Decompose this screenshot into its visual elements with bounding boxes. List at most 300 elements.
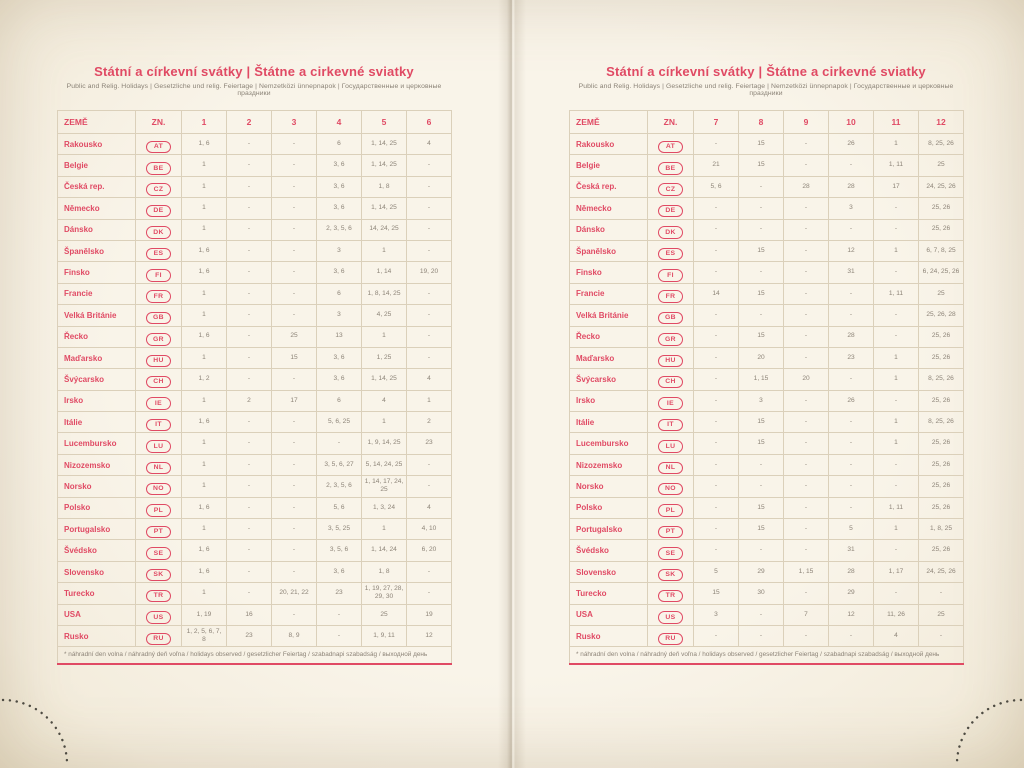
country-name: Maďarsko [570, 347, 648, 368]
holiday-days-cell: 28 [829, 326, 874, 347]
holiday-days-cell: - [874, 262, 919, 283]
holiday-days-cell: 26 [829, 390, 874, 411]
holiday-days-cell: - [784, 540, 829, 561]
country-code-cell [648, 519, 694, 540]
holiday-days-cell: 1, 9, 14, 25 [362, 433, 407, 454]
country-name: Švýcarsko [570, 369, 648, 390]
holiday-days-cell: 15 [739, 412, 784, 433]
holiday-days-cell: 1 [182, 198, 227, 219]
country-name: Lucembursko [570, 433, 648, 454]
holiday-days-cell: 5, 6, 25 [317, 412, 362, 433]
holiday-days-cell: - [829, 155, 874, 176]
holiday-days-cell: 1 [362, 240, 407, 261]
holiday-days-cell: - [784, 390, 829, 411]
country-code-cell [136, 369, 182, 390]
country-code-badge: FR [658, 290, 683, 303]
country-name: Německo [58, 198, 136, 219]
holiday-days-cell: 14, 24, 25 [362, 219, 407, 240]
country-code-cell [648, 240, 694, 261]
country-code-cell [648, 561, 694, 582]
table-row [570, 604, 964, 625]
holiday-days-cell: - [784, 262, 829, 283]
holiday-days-cell: - [784, 519, 829, 540]
table-row [58, 283, 452, 304]
country-code-badge: BE [658, 162, 683, 175]
table-row [570, 561, 964, 582]
holiday-days-cell: 23 [407, 433, 452, 454]
table-row [58, 134, 452, 155]
table-row [570, 305, 964, 326]
holiday-days-cell: - [784, 433, 829, 454]
holiday-days-cell: 1, 8, 14, 25 [362, 283, 407, 304]
holiday-days-cell: - [227, 433, 272, 454]
holiday-days-cell: 31 [829, 262, 874, 283]
holiday-days-cell: - [227, 561, 272, 582]
table-footer [570, 647, 964, 665]
holiday-days-cell: - [694, 390, 739, 411]
table-row [58, 390, 452, 411]
holiday-days-cell: 4, 10 [407, 519, 452, 540]
holiday-days-cell: - [272, 283, 317, 304]
holiday-days-cell: - [694, 519, 739, 540]
country-name: Polsko [570, 497, 648, 518]
country-name: Turecko [58, 583, 136, 604]
holiday-days-cell: 3, 5, 6 [317, 540, 362, 561]
footnote: * náhradní den volna / náhradný deň voľna / holidays observed / gesetzlicher Feiertag / szabadnapi szabadság / выходной день [570, 647, 964, 665]
holiday-days-cell: - [694, 433, 739, 454]
holiday-days-cell: 3, 6 [317, 262, 362, 283]
holiday-days-cell: - [272, 176, 317, 197]
holiday-days-cell: 15 [739, 326, 784, 347]
holiday-days-cell: - [784, 497, 829, 518]
col-header-month: 11 [874, 111, 919, 134]
table-row [570, 347, 964, 368]
holiday-days-cell: 1, 14, 25 [362, 155, 407, 176]
country-code-badge: NL [146, 462, 171, 475]
country-name: Rusko [570, 625, 648, 646]
country-code-cell [136, 134, 182, 155]
holiday-days-cell: - [874, 326, 919, 347]
holiday-days-cell: 29 [829, 583, 874, 604]
holiday-days-cell: 5, 14, 24, 25 [362, 454, 407, 475]
holiday-days-cell: 1, 19 [182, 604, 227, 625]
holiday-days-cell: 1 [874, 433, 919, 454]
holiday-days-cell: - [227, 283, 272, 304]
holiday-days-cell: 1, 25 [362, 347, 407, 368]
holiday-days-cell: 1, 2, 5, 6, 7, 8 [182, 625, 227, 646]
country-code-cell [136, 240, 182, 261]
holiday-days-cell: 1 [874, 240, 919, 261]
holiday-days-cell: 2 [227, 390, 272, 411]
holiday-days-cell: 6, 7, 8, 25 [919, 240, 964, 261]
table-row [58, 347, 452, 368]
holiday-days-cell: 1 [182, 283, 227, 304]
holiday-days-cell: 12 [407, 625, 452, 646]
holiday-days-cell: - [874, 454, 919, 475]
holiday-days-cell: 12 [829, 240, 874, 261]
holiday-days-cell: - [829, 369, 874, 390]
country-code-cell [648, 433, 694, 454]
country-code-badge: ES [146, 248, 171, 261]
holiday-days-cell: 4 [407, 134, 452, 155]
table-row [570, 283, 964, 304]
holiday-days-cell: 1, 6 [182, 561, 227, 582]
country-code-badge: PL [658, 504, 683, 517]
holiday-days-cell: 6, 20 [407, 540, 452, 561]
holiday-days-cell: - [407, 583, 452, 604]
country-code-cell [136, 433, 182, 454]
country-name: Velká Británie [58, 305, 136, 326]
country-code-cell [136, 497, 182, 518]
holiday-days-cell: 1, 6 [182, 134, 227, 155]
holiday-days-cell: 1, 8, 25 [919, 519, 964, 540]
holiday-days-cell: 31 [829, 540, 874, 561]
header-row [570, 111, 964, 134]
holiday-days-cell: - [784, 240, 829, 261]
holiday-days-cell: - [874, 198, 919, 219]
holiday-days-cell: 15 [739, 433, 784, 454]
holiday-days-cell: 1 [182, 476, 227, 497]
holiday-days-cell: 8, 25, 26 [919, 412, 964, 433]
table-row [570, 540, 964, 561]
holiday-days-cell: 25, 26 [919, 497, 964, 518]
footnote-row [570, 647, 964, 665]
holiday-days-cell: - [694, 347, 739, 368]
holiday-days-cell: 3 [694, 604, 739, 625]
page-right [512, 0, 1024, 768]
holiday-days-cell: 17 [874, 176, 919, 197]
table-row [58, 412, 452, 433]
country-name: Švédsko [570, 540, 648, 561]
country-name: USA [58, 604, 136, 625]
col-header-month: 12 [919, 111, 964, 134]
country-name: Belgie [58, 155, 136, 176]
country-code-badge: SK [146, 569, 171, 582]
holiday-days-cell: - [694, 497, 739, 518]
holiday-days-cell: 25, 26 [919, 198, 964, 219]
country-name: Irsko [570, 390, 648, 411]
country-name: Švýcarsko [58, 369, 136, 390]
country-code-cell [136, 283, 182, 304]
holiday-days-cell: 15 [739, 497, 784, 518]
holiday-days-cell: 28 [829, 176, 874, 197]
holiday-days-cell: 1 [182, 454, 227, 475]
holiday-days-cell: - [694, 540, 739, 561]
holiday-days-cell: 1, 11 [874, 155, 919, 176]
country-code-badge: PT [146, 526, 171, 539]
holiday-days-cell: - [227, 476, 272, 497]
country-code-cell [648, 412, 694, 433]
holiday-days-cell: - [874, 305, 919, 326]
holiday-days-cell: - [874, 540, 919, 561]
holiday-days-cell: 25, 26 [919, 390, 964, 411]
table-header [58, 111, 452, 134]
country-code-cell [648, 583, 694, 604]
holiday-days-cell: - [784, 326, 829, 347]
table-row [570, 433, 964, 454]
holiday-days-cell: - [407, 155, 452, 176]
holiday-days-cell: 19, 20 [407, 262, 452, 283]
country-name: Maďarsko [58, 347, 136, 368]
holiday-days-cell: - [739, 305, 784, 326]
country-code-cell [136, 155, 182, 176]
country-code-badge: CZ [658, 183, 683, 196]
holiday-days-cell: 8, 25, 26 [919, 134, 964, 155]
country-name: Slovensko [58, 561, 136, 582]
country-code-cell [136, 583, 182, 604]
holiday-days-cell: 25, 26 [919, 454, 964, 475]
holiday-days-cell: - [227, 497, 272, 518]
table-row [570, 155, 964, 176]
country-code-badge: FI [658, 269, 683, 282]
holiday-days-cell: 15 [739, 519, 784, 540]
country-code-cell [136, 326, 182, 347]
table-row [58, 262, 452, 283]
holiday-days-cell: - [407, 240, 452, 261]
holiday-days-cell: - [829, 454, 874, 475]
country-name: Finsko [570, 262, 648, 283]
country-code-cell [648, 305, 694, 326]
country-name: Itálie [570, 412, 648, 433]
holiday-days-cell: 16 [227, 604, 272, 625]
holiday-days-cell: - [407, 283, 452, 304]
holiday-days-cell: - [919, 625, 964, 646]
table-row [58, 369, 452, 390]
table-row [58, 198, 452, 219]
country-code-badge: NO [658, 483, 683, 496]
holiday-days-cell: - [784, 412, 829, 433]
holiday-days-cell: - [272, 412, 317, 433]
country-code-badge: GB [146, 312, 171, 325]
holiday-days-cell: 1, 8 [362, 561, 407, 582]
holiday-days-cell: 3, 5, 25 [317, 519, 362, 540]
col-header-country: ZEMĚ [58, 111, 136, 134]
holiday-days-cell: 1, 14, 24 [362, 540, 407, 561]
country-code-badge: HU [658, 355, 683, 368]
holiday-days-cell: 25, 26 [919, 219, 964, 240]
holiday-days-cell: 3 [739, 390, 784, 411]
holiday-days-cell: - [829, 625, 874, 646]
holiday-days-cell: 3 [829, 198, 874, 219]
holiday-days-cell: 25, 26, 28 [919, 305, 964, 326]
holiday-days-cell: 1, 3, 24 [362, 497, 407, 518]
country-name: Dánsko [570, 219, 648, 240]
holiday-days-cell: - [272, 240, 317, 261]
table-row [58, 583, 452, 604]
country-code-cell [648, 326, 694, 347]
holiday-days-cell: - [784, 476, 829, 497]
holiday-days-cell: 5 [694, 561, 739, 582]
country-code-badge: DK [658, 226, 683, 239]
country-code-badge: CH [658, 376, 683, 389]
holiday-days-cell: 28 [829, 561, 874, 582]
holiday-days-cell: - [227, 219, 272, 240]
country-code-badge: RU [658, 633, 683, 646]
holiday-days-cell: 23 [829, 347, 874, 368]
holiday-days-cell: 1 [182, 519, 227, 540]
holiday-days-cell: 1 [182, 176, 227, 197]
holiday-days-cell: - [694, 134, 739, 155]
country-name: Rakousko [570, 134, 648, 155]
country-code-badge: DE [146, 205, 171, 218]
page-title: Státní a církevní svátky | Štátne a cirkevné sviatky [94, 64, 414, 79]
col-header-month: 7 [694, 111, 739, 134]
holiday-days-cell: - [739, 454, 784, 475]
country-name: Rakousko [58, 134, 136, 155]
country-code-cell [136, 198, 182, 219]
holiday-days-cell: 6 [317, 283, 362, 304]
country-name: Slovensko [570, 561, 648, 582]
col-header-code: ZN. [136, 111, 182, 134]
country-code-badge: IE [658, 397, 683, 410]
country-code-cell [136, 561, 182, 582]
holiday-days-cell: - [739, 604, 784, 625]
table-row [58, 604, 452, 625]
holiday-days-cell: - [227, 369, 272, 390]
table-row [570, 326, 964, 347]
table-row [570, 625, 964, 646]
country-code-badge: AT [658, 141, 683, 154]
holiday-days-cell: - [317, 625, 362, 646]
holiday-days-cell: 1, 14, 25 [362, 198, 407, 219]
country-code-badge: NL [658, 462, 683, 475]
country-name: Itálie [58, 412, 136, 433]
country-code-cell [648, 454, 694, 475]
country-code-badge: SK [658, 569, 683, 582]
country-code-cell [648, 390, 694, 411]
holiday-days-cell: - [407, 561, 452, 582]
country-name: Polsko [58, 497, 136, 518]
country-code-badge: AT [146, 141, 171, 154]
holiday-days-cell: - [407, 198, 452, 219]
country-name: Nizozemsko [58, 454, 136, 475]
holiday-days-cell: - [784, 625, 829, 646]
table-row [58, 433, 452, 454]
country-name: Norsko [58, 476, 136, 497]
country-code-cell [648, 604, 694, 625]
holiday-days-cell: 15 [272, 347, 317, 368]
country-code-cell [648, 283, 694, 304]
country-code-badge: GB [658, 312, 683, 325]
table-row [58, 176, 452, 197]
country-code-cell [136, 540, 182, 561]
country-name: Irsko [58, 390, 136, 411]
holiday-days-cell: 1, 15 [739, 369, 784, 390]
country-code-cell [648, 176, 694, 197]
holiday-days-cell: 4 [407, 497, 452, 518]
holiday-days-cell: - [694, 625, 739, 646]
country-name: Česká rep. [58, 176, 136, 197]
country-code-badge: IT [658, 419, 683, 432]
holiday-days-cell: 25, 26 [919, 433, 964, 454]
table-row [58, 625, 452, 646]
holiday-days-cell: - [829, 497, 874, 518]
col-header-month: 6 [407, 111, 452, 134]
country-code-badge: US [658, 611, 683, 624]
holiday-days-cell: 8, 9 [272, 625, 317, 646]
country-code-cell [136, 625, 182, 646]
holiday-days-cell: 4 [362, 390, 407, 411]
holiday-days-cell: - [784, 283, 829, 304]
holiday-days-cell: - [227, 176, 272, 197]
holiday-days-cell: 15 [739, 283, 784, 304]
table-row [570, 497, 964, 518]
holiday-days-cell: - [227, 454, 272, 475]
holiday-days-cell: 3, 6 [317, 155, 362, 176]
holiday-days-cell: 1 [182, 305, 227, 326]
holiday-days-cell: 3, 6 [317, 369, 362, 390]
holiday-days-cell: - [694, 476, 739, 497]
table-row [58, 561, 452, 582]
holidays-table-months-7-12 [569, 110, 964, 665]
holiday-days-cell: 1 [182, 583, 227, 604]
holiday-days-cell: 25 [919, 283, 964, 304]
country-code-badge: NO [146, 483, 171, 496]
holiday-days-cell: 1 [874, 519, 919, 540]
holiday-days-cell: - [227, 240, 272, 261]
holiday-days-cell: 17 [272, 390, 317, 411]
table-row [58, 240, 452, 261]
table-row [570, 240, 964, 261]
holiday-days-cell: - [227, 519, 272, 540]
holiday-days-cell: 2 [407, 412, 452, 433]
country-name: Velká Británie [570, 305, 648, 326]
holiday-days-cell: 25 [272, 326, 317, 347]
country-name: Portugalsko [570, 519, 648, 540]
holiday-days-cell: - [739, 219, 784, 240]
holiday-days-cell: - [784, 198, 829, 219]
holiday-days-cell: 1 [182, 155, 227, 176]
holiday-days-cell: - [407, 176, 452, 197]
country-code-badge: DE [658, 205, 683, 218]
country-code-cell [136, 219, 182, 240]
holiday-days-cell: - [694, 240, 739, 261]
holiday-days-cell: - [694, 369, 739, 390]
holiday-days-cell: 1, 17 [874, 561, 919, 582]
holiday-days-cell: - [694, 219, 739, 240]
country-code-badge: BE [146, 162, 171, 175]
holiday-days-cell: 1, 6 [182, 412, 227, 433]
col-header-country: ZEMĚ [570, 111, 648, 134]
holiday-days-cell: - [272, 476, 317, 497]
country-code-badge: FI [146, 269, 171, 282]
holiday-days-cell: 4, 25 [362, 305, 407, 326]
holiday-days-cell: 1 [874, 134, 919, 155]
holiday-days-cell: - [227, 583, 272, 604]
country-name: Francie [570, 283, 648, 304]
holiday-days-cell: 1, 2 [182, 369, 227, 390]
holiday-days-cell: 5, 6 [317, 497, 362, 518]
country-name: Turecko [570, 583, 648, 604]
country-code-cell [648, 262, 694, 283]
holiday-days-cell: - [272, 497, 317, 518]
holiday-days-cell: 12 [829, 604, 874, 625]
holiday-days-cell: 2, 3, 5, 6 [317, 219, 362, 240]
holiday-days-cell: - [784, 347, 829, 368]
holiday-days-cell: 23 [317, 583, 362, 604]
table-header [570, 111, 964, 134]
holiday-days-cell: - [829, 305, 874, 326]
country-code-badge: GR [146, 333, 171, 346]
holiday-days-cell: - [407, 326, 452, 347]
holiday-days-cell: - [227, 134, 272, 155]
holiday-days-cell: - [739, 198, 784, 219]
country-code-badge: IE [146, 397, 171, 410]
country-code-cell [136, 519, 182, 540]
holiday-days-cell: - [407, 347, 452, 368]
country-code-cell [648, 497, 694, 518]
holiday-days-cell: 1, 6 [182, 497, 227, 518]
